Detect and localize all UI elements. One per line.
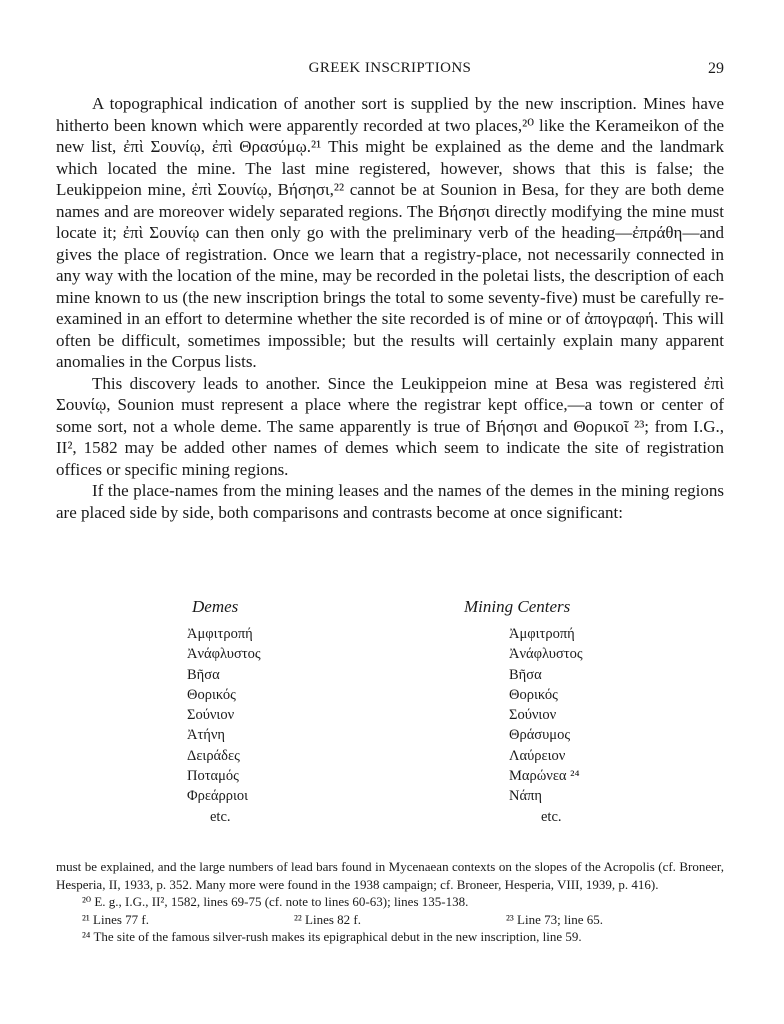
footnote-21: ²¹ Lines 77 f. [82, 911, 150, 927]
deme-item: Ἀμφιτροπή [187, 626, 253, 642]
demes-mining-centers-table [56, 597, 724, 842]
paragraph-1: A topographical indication of another sort is supplied by the new inscription. Mines have hitherto been known which were apparently recorded at two places,²⁰ like the Kerameikon of the new list, ἐπὶ Σουνίῳ, ἐπὶ Θρασύμῳ.²¹ This might be explained as the deme and the landmark which located the mine. The last mine registered, however, shows that this is false; the Leukippeion mine, ἐπὶ Σουνίῳ, Βήσησι,²² cannot be at Sounion in Besa, for they are both deme names and are moreover widely separated regions. The Βήσησι directly modifying the mine must locate it; ἐπὶ Σουνίῳ can then only go with the preliminary verb of the heading—ἐπράθη—and gives the place of registration. Once we learn that a registry-place, not necessarily connected in any way with the location of the mine, may be recorded in the poletai lists, the description of each mine known to us (the new inscription brings the total to some seventy-five) must be carefully re-examined in an effort to determine whether the site recorded is of mine or of ἀπογραφή. This will often be difficult, sometimes impossible; but the results will certainly explain many apparent anomalies in the Corpus lists. [56, 94, 724, 371]
mining-center-etc: etc. [541, 808, 562, 825]
running-title: GREEK INSCRIPTIONS [308, 60, 472, 76]
mining-center-item: Θράσυμος [509, 727, 571, 744]
deme-item: Βῆσα [187, 666, 220, 683]
footnote-row-21-23 [56, 911, 724, 929]
mining-center-item: Σούνιον [509, 707, 557, 724]
deme-item: Ἀνάφλυστος [187, 646, 261, 663]
running-head [56, 60, 724, 80]
mining-center-item: Ἀμφιτροπή [509, 626, 575, 642]
mining-center-item: Βῆσα [509, 666, 542, 683]
body-text [56, 93, 724, 523]
deme-item: Ποταμός [187, 768, 239, 785]
footnotes [56, 858, 724, 946]
footnote-22: ²² Lines 82 f. [294, 911, 362, 927]
deme-item: Ἀτήνη [187, 727, 226, 744]
deme-etc: etc. [210, 808, 231, 825]
paragraph-3: If the place-names from the mining leases and the names of the demes in the mining regions are placed side by side, both comparisons and contrasts become at once significant: [56, 481, 724, 522]
mining-centers-heading: Mining Centers [464, 597, 571, 616]
deme-item: Φρεάρριοι [187, 788, 249, 805]
deme-item: Θορικός [187, 686, 236, 703]
footnote-24: ²⁴ The site of the famous silver-rush makes its epigraphical debut in the new inscription, line 59. [82, 929, 582, 944]
deme-item: Δειράδες [187, 747, 240, 764]
mining-center-item: Μαρώνεα ²⁴ [509, 768, 580, 785]
paragraph-2: This discovery leads to another. Since the Leukippeion mine at Besa was registered ἐπὶ Σουνίῳ, Sounion must represent a place where the registrar kept office,—a town or center of some sort, not a whole deme. The same apparently is true of Βήσησι and Θορικοῖ ²³; from I.G., II², 1582 may be added other names of demes which seem to indicate the site of registration offices or specific mining regions. [56, 373, 724, 479]
mining-center-item: Νάπη [509, 788, 542, 805]
deme-item: Σούνιον [187, 707, 235, 724]
mining-center-item: Ἀνάφλυστος [509, 646, 583, 663]
mining-center-item: Λαύρειον [509, 747, 566, 764]
footnote-continued: must be explained, and the large numbers of lead bars found in Mycenaean contexts on the slopes of the Acropolis (cf. Broneer, Hesperia, II, 1933, p. 352. Many more were found in the 1938 campaign; cf. Broneer, Hesperia, VIII, 1939, p. 416). [56, 859, 724, 892]
mining-center-item: Θορικός [509, 686, 558, 703]
demes-column [174, 597, 394, 827]
page-number: 29 [708, 60, 724, 77]
footnote-23: ²³ Line 73; line 65. [506, 911, 603, 927]
demes-heading: Demes [192, 597, 239, 616]
footnote-20: ²⁰ E. g., I.G., II², 1582, lines 69-75 (cf. note to lines 60-63); lines 135-138. [82, 894, 469, 909]
mining-centers-column [464, 597, 684, 827]
